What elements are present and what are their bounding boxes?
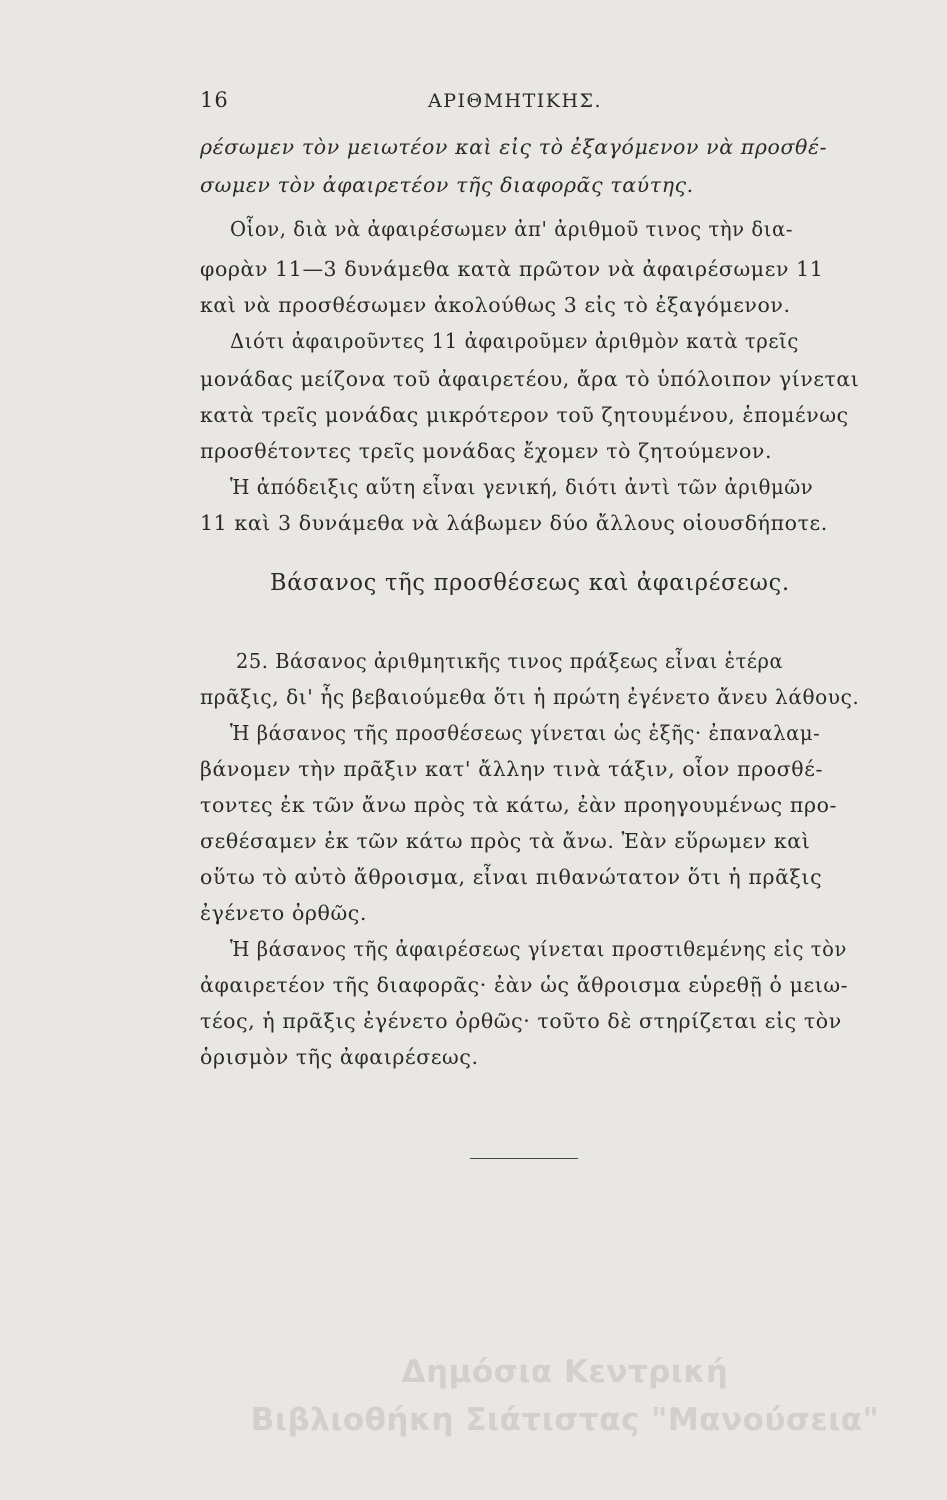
text-line: τέος, ἡ πρᾶξις ἐγένετο ὀρθῶς· τοῦτο δὲ στηρίζεται εἰς τὸν: [200, 1009, 842, 1033]
text-line: βάνομεν τὴν πρᾶξιν κατ' ἄλλην τινὰ τάξιν, οἷον προσθέ-: [200, 757, 823, 781]
text-line: Ἡ βάσανος τῆς ἀφαιρέσεως γίνεται προστιθεμένης εἰς τὸν: [230, 937, 848, 961]
text-line: καὶ νὰ προσθέσωμεν ἀκολούθως 3 εἰς τὸ ἐξαγόμενον.: [200, 293, 791, 317]
text-line: Διότι ἀφαιροῦντες 11 ἀφαιροῦμεν ἀριθμὸν κατὰ τρεῖς: [230, 329, 799, 353]
end-divider: [470, 1158, 578, 1159]
section-heading: Βάσανος τῆς προσθέσεως καὶ ἀφαιρέσεως.: [270, 570, 790, 596]
text-line: τοντες ἐκ τῶν ἄνω πρὸς τὰ κάτω, ἐὰν προηγουμένως προ-: [200, 793, 838, 817]
text-line: Ἡ ἀπόδειξις αὕτη εἶναι γενική, διότι ἀντὶ τῶν ἀριθμῶν: [230, 475, 814, 499]
library-watermark-line-2: Βιβλιοθήκη Σιάτιστας "Μανούσεια": [250, 1402, 880, 1438]
text-line: οὕτω τὸ αὐτὸ ἄθροισμα, εἶναι πιθανώτατον ὅτι ἡ πρᾶξις: [200, 865, 823, 889]
text-line: Οἷον, διὰ νὰ ἀφαιρέσωμεν ἀπ' ἀριθμοῦ τινος τὴν δια-: [230, 217, 794, 241]
library-watermark-line-1: Δημόσια Κεντρική: [401, 1354, 729, 1390]
text-line: φορὰν 11—3 δυνάμεθα κατὰ πρῶτον νὰ ἀφαιρέσωμεν 11: [200, 257, 824, 281]
text-line: προσθέτοντες τρεῖς μονάδας ἔχομεν τὸ ζητούμενον.: [200, 439, 773, 463]
running-title: ΑΡΙΘΜΗΤΙΚΗΣ.: [428, 90, 603, 112]
text-line: ἀφαιρετέον τῆς διαφορᾶς· ἐὰν ὡς ἄθροισμα εὑρεθῇ ὁ μειω-: [200, 973, 849, 997]
text-line: σεθέσαμεν ἐκ τῶν κάτω πρὸς τὰ ἄνω. Ἐὰν εὕρωμεν καὶ: [200, 829, 811, 853]
text-line: 25. Βάσανος ἀριθμητικῆς τινος πράξεως εἶναι ἑτέρα: [236, 649, 784, 673]
text-line: ρέσωμεν τὸν μειωτέον καὶ εἰς τὸ ἐξαγόμενον νὰ προσθέ-: [200, 135, 828, 159]
text-line: ὁρισμὸν τῆς ἀφαιρέσεως.: [200, 1045, 479, 1069]
text-line: 11 καὶ 3 δυνάμεθα νὰ λάβωμεν δύο ἄλλους οἱουσδήποτε.: [200, 511, 828, 535]
text-line: κατὰ τρεῖς μονάδας μικρότερον τοῦ ζητουμένου, ἑπομένως: [200, 403, 849, 427]
text-line: Ἡ βάσανος τῆς προσθέσεως γίνεται ὡς ἑξῆς· ἐπαναλαμ-: [230, 721, 821, 745]
page-header: [200, 88, 856, 122]
text-line: σωμεν τὸν ἀφαιρετέον τῆς διαφορᾶς ταύτης.: [200, 173, 694, 197]
text-line: μονάδας μείζονα τοῦ ἀφαιρετέου, ἄρα τὸ ὑπόλοιπον γίνεται: [200, 367, 860, 391]
text-line: ἐγένετο ὀρθῶς.: [200, 901, 368, 925]
text-line: πρᾶξις, δι' ἧς βεβαιούμεθα ὅτι ἡ πρώτη ἐγένετο ἄνευ λάθους.: [200, 685, 860, 709]
page-number: 16: [200, 88, 229, 112]
